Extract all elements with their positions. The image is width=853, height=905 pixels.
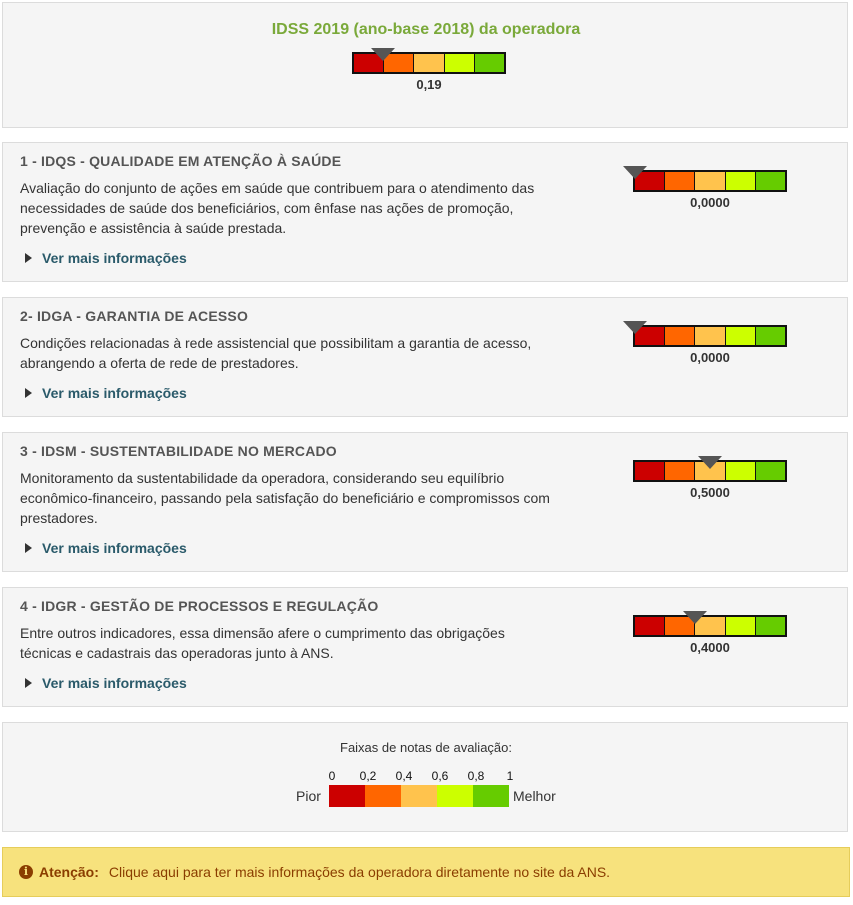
more-info-label: Ver mais informações <box>42 675 187 691</box>
gauge-value: 0,0000 <box>690 350 730 365</box>
gauge-segment <box>665 172 694 190</box>
tick-label: 0,2 <box>359 769 377 783</box>
alert-label: Atenção: <box>39 864 99 880</box>
dimension-panel-idga <box>2 297 848 417</box>
gauge-bar <box>633 170 787 192</box>
dimension-title: 4 - IDGR - GESTÃO DE PROCESSOS E REGULAÇÃO <box>20 598 379 614</box>
legend-segment <box>365 785 401 807</box>
legend-ticks <box>328 769 514 783</box>
dimension-description: Avaliação do conjunto de ações em saúde que contribuem para o atendimento das necessidades de saúde dos beneficiários, com ênfase nas ações de promoção, prevenção e assistência à saúde prestada. <box>20 180 535 236</box>
gauge-segment <box>475 54 504 72</box>
gauge-segment <box>665 327 694 345</box>
info-icon: i <box>19 865 33 879</box>
gauge-segment <box>756 172 785 190</box>
gauge-segment <box>756 462 785 480</box>
more-info-toggle[interactable] <box>25 675 187 691</box>
dimension-panel-idqs <box>2 142 848 282</box>
gauge-bar <box>633 615 787 637</box>
ans-site-link[interactable]: Clique aqui para ter mais informações da operadora diretamente no site da ANS. <box>108 864 611 880</box>
gauge-value: 0,0000 <box>690 195 730 210</box>
gauge-pointer <box>683 611 707 624</box>
tick-label: 1 <box>506 769 514 783</box>
tick-label: 0,4 <box>395 769 413 783</box>
more-info-toggle[interactable] <box>25 385 187 401</box>
dimension-panel-idsm <box>2 432 848 572</box>
gauge-value: 0,19 <box>416 77 442 92</box>
gauge-bar <box>633 325 787 347</box>
dimension-description: Monitoramento da sustentabilidade da operadora, considerando seu equilíbrio econômico-financeiro, passando pela satisfação do beneficiário e compromissos com prestadores. <box>20 470 550 526</box>
gauge-value: 0,5000 <box>690 485 730 500</box>
caret-right-icon <box>25 543 32 553</box>
more-info-label: Ver mais informações <box>42 385 187 401</box>
gauge-segment <box>695 172 724 190</box>
legend-better-label: Melhor <box>513 788 556 804</box>
overall-gauge <box>352 52 506 92</box>
more-info-toggle[interactable] <box>25 540 187 556</box>
dimension-description: Entre outros indicadores, essa dimensão afere o cumprimento das obrigações técnicas e cadastrais das operadoras junto à ANS. <box>20 625 505 661</box>
gauge-pointer <box>371 48 395 61</box>
legend-panel <box>2 722 848 832</box>
gauge-value: 0,4000 <box>690 640 730 655</box>
dimension-title: 3 - IDSM - SUSTENTABILIDADE NO MERCADO <box>20 443 337 459</box>
dimension-gauge <box>633 170 787 210</box>
tick-label: 0 <box>328 769 336 783</box>
gauge-segment <box>726 617 755 635</box>
caret-right-icon <box>25 388 32 398</box>
gauge-segment <box>726 327 755 345</box>
gauge-segment <box>756 617 785 635</box>
gauge-segment <box>695 327 724 345</box>
dimension-title: 2- IDGA - GARANTIA DE ACESSO <box>20 308 249 324</box>
gauge-segment <box>445 54 474 72</box>
gauge-segment <box>665 462 694 480</box>
dimension-gauge <box>633 460 787 500</box>
caret-right-icon <box>25 253 32 263</box>
dimension-title: 1 - IDQS - QUALIDADE EM ATENÇÃO À SAÚDE <box>20 153 342 169</box>
gauge-segment <box>635 617 664 635</box>
gauge-segment <box>756 327 785 345</box>
legend-segment <box>473 785 509 807</box>
dimension-gauge <box>633 615 787 655</box>
more-info-toggle[interactable] <box>25 250 187 266</box>
gauge-pointer <box>623 321 647 334</box>
gauge-segment <box>635 462 664 480</box>
ans-info-alert <box>2 847 850 897</box>
legend-segment <box>401 785 437 807</box>
more-info-label: Ver mais informações <box>42 250 187 266</box>
overall-score-panel <box>2 2 848 128</box>
gauge-segment <box>726 462 755 480</box>
gauge-segment <box>726 172 755 190</box>
legend-segment <box>437 785 473 807</box>
gauge-pointer <box>698 456 722 469</box>
tick-label: 0,8 <box>467 769 485 783</box>
more-info-label: Ver mais informações <box>42 540 187 556</box>
legend-worse-label: Pior <box>296 788 321 804</box>
page-title: IDSS 2019 (ano-base 2018) da operadora <box>271 21 581 38</box>
caret-right-icon <box>25 678 32 688</box>
gauge-segment <box>414 54 443 72</box>
dimension-panel-idgr <box>2 587 848 707</box>
dimension-description: Condições relacionadas à rede assistencial que possibilitam a garantia de acesso, abrangendo a oferta de rede de prestadores. <box>20 335 532 371</box>
legend-title: Faixas de notas de avaliação: <box>340 740 512 755</box>
legend-segment <box>329 785 365 807</box>
legend-scale <box>329 785 509 807</box>
dimension-gauge <box>633 325 787 365</box>
tick-label: 0,6 <box>431 769 449 783</box>
gauge-pointer <box>623 166 647 179</box>
